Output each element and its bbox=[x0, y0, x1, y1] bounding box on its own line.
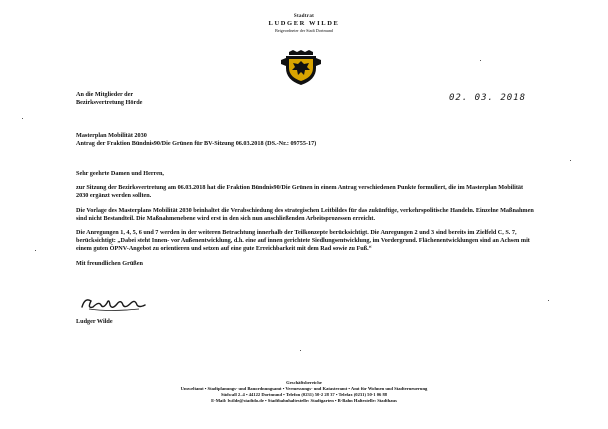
closing: Mit freundlichen Grüßen bbox=[76, 259, 143, 267]
footer-line-1: Geschäftsbereiche bbox=[286, 380, 322, 385]
signer-name: Ludger Wilde bbox=[76, 318, 113, 325]
letterhead-name: LUDGER WILDE bbox=[268, 20, 340, 27]
body-paragraph-2: Die Vorlage des Masterplans Mobilität 2030 beinhaltet die Verabschiedung des strategischen Leitbildes für das zukünftige, verkehrspolitische Handeln. Einzelne Maßnahmen sind nicht Bestandteil. Die Maßnahmenebene wird erst in den sich nun anschließenden Arbeitsprozessen erreicht. bbox=[76, 206, 534, 222]
city-seal-icon bbox=[281, 50, 321, 86]
letterhead-title: Stadtrat bbox=[293, 14, 315, 19]
footer-line-2: Umweltamt • Stadtplanungs- und Bauordnungsamt • Vermessungs- und Katasteramt • Amt für Wohnen und Stadterneuerung bbox=[180, 386, 428, 391]
body-paragraph-3: Die Anregungen 1, 4, 5, 6 und 7 werden in der weiteren Betrachtung innerhalb der Teilkonzepte berücksichtigt. Die Anregungen 2 und 3 sind bereits im Zielfeld C, S. 7, berücksichtigt: „Dabei steht Innen- vor Außenentwicklung, d.h. eine auf innen gerichtete Siedlungsentwicklung, im Vordergrund. Flächenentwicklungen sind an Achsen mit einem guten ÖPNV-Angebot zu orientieren und setzen auf eine gute Erreichbarkeit mit dem Rad sowie zu Fuß.“ bbox=[76, 229, 530, 253]
recipient-address bbox=[76, 91, 142, 107]
scan-speck bbox=[570, 160, 571, 161]
subject-block bbox=[76, 132, 316, 148]
subject-line-1: Masterplan Mobilität 2030 bbox=[76, 132, 147, 139]
body-paragraph-1: zur Sitzung der Bezirksvertretung am 06.03.2018 hat die Fraktion Bündnis90/Die Grünen in einem Antrag verschiedenen Punkte formuliert, die im Masterplan Mobilität 2030 ergänzt werden sollten. bbox=[76, 184, 524, 200]
scan-speck bbox=[548, 300, 549, 301]
footer bbox=[0, 380, 608, 404]
recipient-line-1: An die Mitglieder der bbox=[76, 91, 134, 98]
recipient-line-2: Bezirksvertretung Hörde bbox=[76, 99, 143, 106]
footer-line-4: E-Mail: lwilde@stadtdo.de • Stadtbahnhaltestelle: Stadtgarten • B-Bahn Haltestelle: Stadthaus bbox=[211, 398, 397, 403]
scan-speck bbox=[35, 250, 36, 251]
scan-speck bbox=[22, 118, 23, 119]
letter-body bbox=[76, 170, 536, 274]
salutation: Sehr geehrte Damen und Herren, bbox=[76, 170, 164, 177]
scan-speck bbox=[480, 60, 481, 61]
signature-icon bbox=[79, 293, 159, 313]
scan-speck bbox=[300, 350, 301, 351]
footer-line-3: Südwall 2–4 • 44122 Dortmund • Telefon (0231) 50-2 28 37 • Telefax (0231) 50-1 06 88 bbox=[220, 392, 388, 397]
handwritten-date: 02. 03. 2018 bbox=[449, 93, 527, 103]
letterhead bbox=[0, 14, 608, 33]
subject-line-2: Antrag der Fraktion Bündnis90/Die Grünen für BV-Sitzung 06.03.2018 (DS.-Nr.: 09755-17) bbox=[76, 140, 317, 147]
letterhead-role: Beigeordneter der Stadt Dortmund bbox=[274, 28, 334, 33]
